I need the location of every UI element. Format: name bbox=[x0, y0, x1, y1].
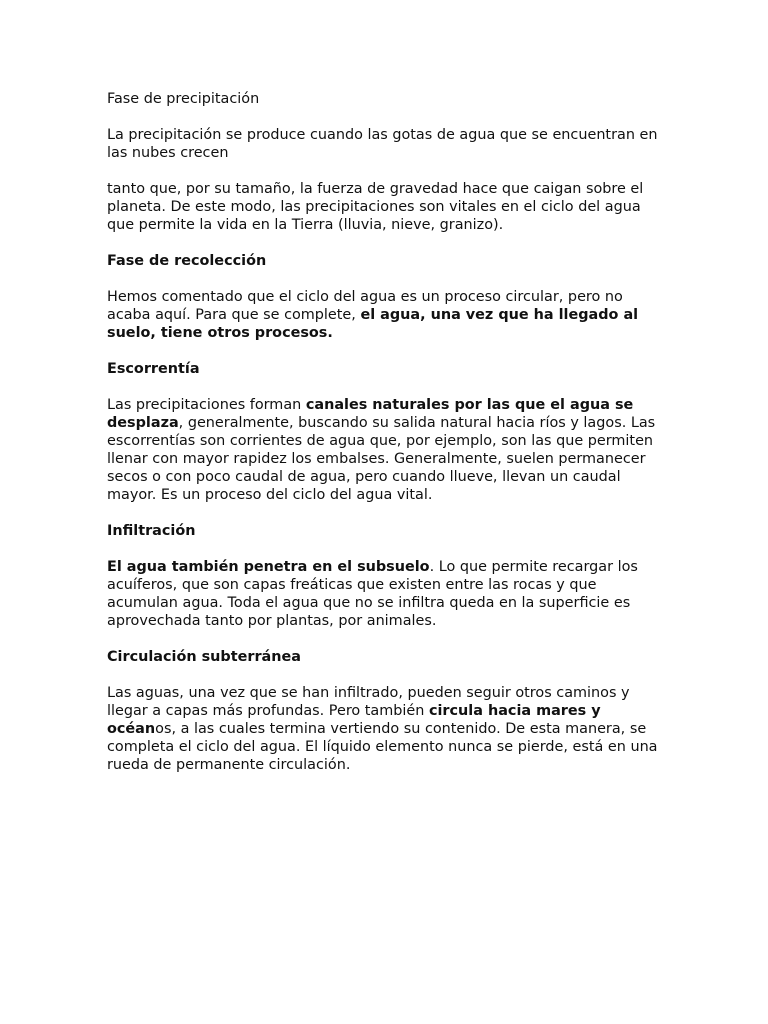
bold-run: circula hacia mares y océan bbox=[107, 703, 601, 737]
text-run: Las aguas, una vez que se han infiltrado, pueden seguir otros caminos y llegar a capas más profundas. Pero también bbox=[107, 685, 630, 719]
bold-run: canales naturales por las que el agua se desplaza bbox=[107, 397, 634, 431]
heading-infiltracion bbox=[107, 522, 667, 540]
paragraph-infiltracion bbox=[107, 558, 667, 630]
bold-heading: Escorrentía bbox=[107, 361, 200, 377]
heading-fase-recoleccion bbox=[107, 252, 667, 270]
text-run: Fase de precipitación bbox=[107, 91, 260, 107]
bold-heading: Fase de recolección bbox=[107, 253, 267, 269]
text-run: os, a las cuales termina vertiendo su contenido. De esta manera, se completa el ciclo del agua. El líquido elemento nunca se pierde, está en una rueda de permanente circulación. bbox=[107, 721, 658, 773]
text-run: , generalmente, buscando su salida natural hacia ríos y lagos. Las escorrentías son corrientes de agua que, por ejemplo, son las que permiten llenar con mayor rapidez los embalses. Generalmente, suelen permanecer secos o con poco caudal de agua, pero cuando llueve, llevan un caudal mayor. Es un proceso del ciclo del agua vital. bbox=[107, 415, 656, 503]
text-run: Las precipitaciones forman bbox=[107, 397, 306, 413]
text-run: . Lo que permite recargar los acuíferos, que son capas freáticas que existen entre las rocas y que acumulan agua. Toda el agua que no se infiltra queda en la superficie es aprovechada tanto por plantas, por animales. bbox=[107, 559, 638, 629]
bold-run: El agua también penetra en el subsuelo bbox=[107, 559, 430, 575]
paragraph-precipitacion-detail bbox=[107, 180, 667, 234]
bold-heading: Circulación subterránea bbox=[107, 649, 301, 665]
paragraph-precipitacion-intro bbox=[107, 126, 667, 162]
paragraph-fase-precipitacion bbox=[107, 90, 667, 108]
bold-heading: Infiltración bbox=[107, 523, 196, 539]
heading-circulacion-subterranea bbox=[107, 648, 667, 666]
paragraph-circulacion-subterranea bbox=[107, 684, 667, 774]
paragraph-recoleccion bbox=[107, 288, 667, 342]
text-run: Hemos comentado que el ciclo del agua es un proceso circular, pero no acaba aquí. Para que se complete, bbox=[107, 289, 623, 323]
heading-escorrentia bbox=[107, 360, 667, 378]
document-page bbox=[107, 90, 667, 792]
bold-run: el agua, una vez que ha llegado al suelo, tiene otros procesos. bbox=[107, 307, 639, 341]
text-run: La precipitación se produce cuando las gotas de agua que se encuentran en las nubes crecen bbox=[107, 127, 658, 161]
text-run: tanto que, por su tamaño, la fuerza de gravedad hace que caigan sobre el planeta. De este modo, las precipitaciones son vitales en el ciclo del agua que permite la vida en la Tierra (lluvia, nieve, granizo). bbox=[107, 181, 644, 233]
paragraph-escorrentia bbox=[107, 396, 667, 504]
